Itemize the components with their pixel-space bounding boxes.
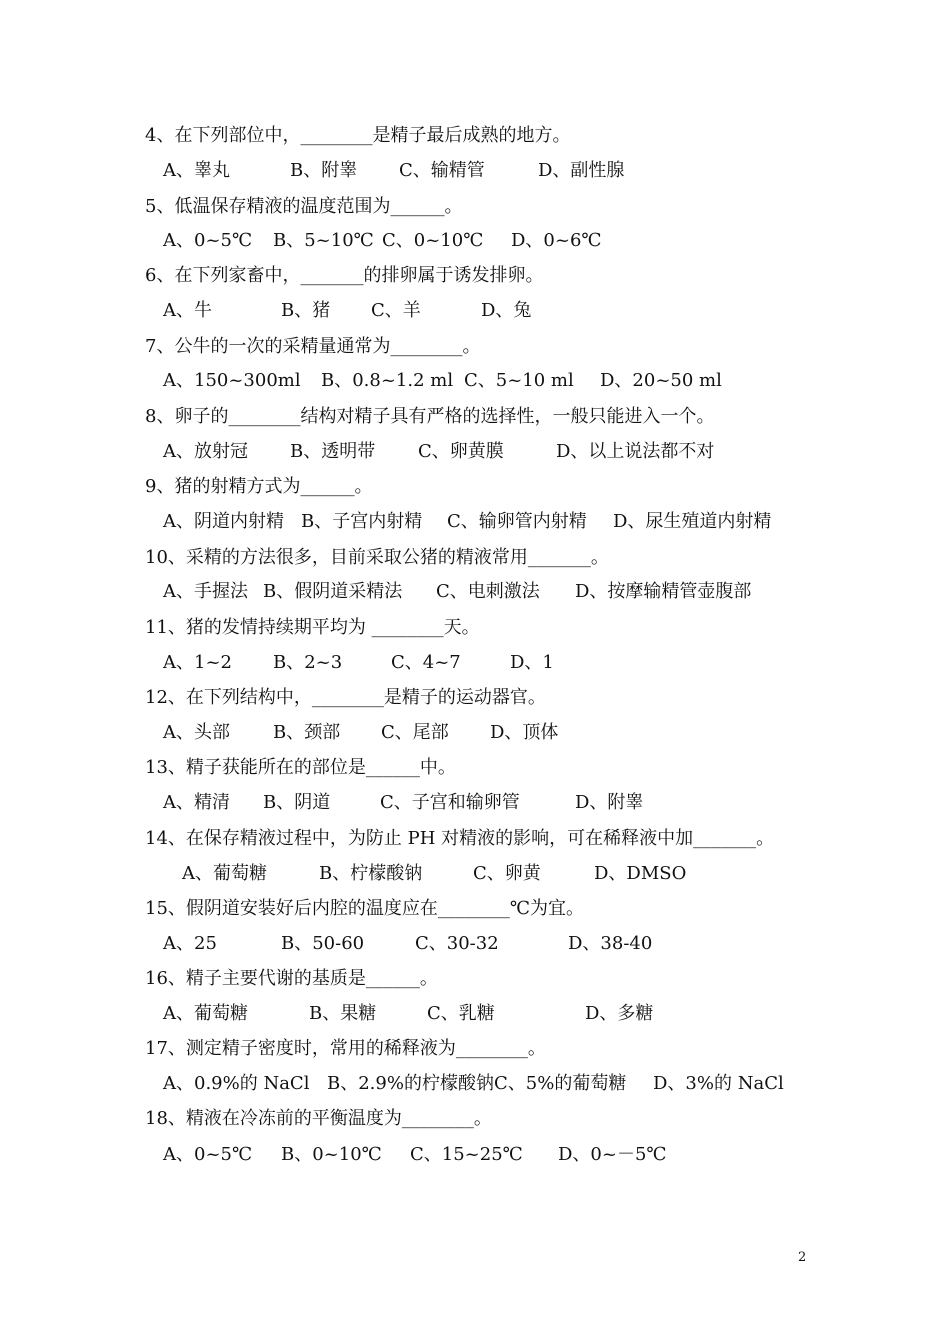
question-text: 。 xyxy=(462,336,481,357)
answer-blank: ________ xyxy=(401,1108,474,1129)
option-b: B、附睾 xyxy=(290,160,358,181)
option-c: C、子宫和输卵管 xyxy=(380,792,520,813)
question-text: 。 xyxy=(473,1108,492,1129)
option-c: C、卵黄 xyxy=(473,863,541,884)
question-11 xyxy=(145,616,480,640)
option-c: C、羊 xyxy=(371,300,421,321)
question-16 xyxy=(145,967,438,991)
option-d: D、尿生殖道内射精 xyxy=(613,511,772,532)
question-7 xyxy=(145,335,480,359)
option-a: A、睾丸 xyxy=(163,160,230,181)
answer-blank: ______ xyxy=(300,476,355,497)
option-a: A、牛 xyxy=(163,300,212,321)
option-c: C、5~10 ml xyxy=(464,370,574,391)
option-c: C、5%的葡萄糖 xyxy=(494,1073,627,1094)
option-a: A、精清 xyxy=(163,792,230,813)
question-text: 8、卵子的 xyxy=(145,406,229,427)
option-a: A、葡萄糖 xyxy=(182,863,267,884)
option-a: A、葡萄糖 xyxy=(163,1003,248,1024)
answer-blank: ________ xyxy=(455,1038,528,1059)
question-text: 16、精子主要代谢的基质是 xyxy=(145,968,366,989)
option-c: C、电刺激法 xyxy=(436,581,540,602)
question-18 xyxy=(145,1107,492,1131)
option-a: A、0.9%的 NaCl xyxy=(163,1073,310,1094)
option-d: D、兔 xyxy=(481,300,532,321)
question-6 xyxy=(145,264,543,288)
question-text: 是精子最后成熟的地方。 xyxy=(372,125,571,146)
question-text: 14、在保存精液过程中，为防止 PH 对精液的影响，可在稀释液中加 xyxy=(145,828,694,849)
option-c: C、输卵管内射精 xyxy=(447,511,587,532)
answer-blank: ________ xyxy=(311,687,384,708)
answer-blank: ________ xyxy=(437,898,510,919)
question-5 xyxy=(145,195,462,219)
question-13 xyxy=(145,756,456,780)
answer-blank: ________ xyxy=(300,125,373,146)
page-number: 2 xyxy=(798,1250,807,1265)
question-8 xyxy=(145,405,714,429)
option-b: B、子宫内射精 xyxy=(301,511,423,532)
option-a: A、150~300ml xyxy=(163,370,301,391)
option-a: A、阴道内射精 xyxy=(163,511,284,532)
question-text: 18、精液在冷冻前的平衡温度为 xyxy=(145,1108,402,1129)
option-a: A、25 xyxy=(163,933,217,954)
answer-blank: ________ xyxy=(390,336,463,357)
question-text: 。 xyxy=(756,828,775,849)
option-d: D、20~50 ml xyxy=(600,370,722,391)
question-text: 12、在下列结构中， xyxy=(145,687,312,708)
option-b: B、0.8~1.2 ml xyxy=(321,370,454,391)
option-b: B、2.9%的柠檬酸钠 xyxy=(327,1073,494,1094)
option-a: A、头部 xyxy=(163,722,230,743)
option-c: C、0~10℃ xyxy=(382,230,484,251)
question-text: 。 xyxy=(444,196,463,217)
option-b: B、假阴道采精法 xyxy=(263,581,403,602)
option-b: B、颈部 xyxy=(273,722,341,743)
option-b: B、2~3 xyxy=(273,652,343,673)
option-c: C、4~7 xyxy=(391,652,461,673)
question-text: 4、在下列部位中， xyxy=(145,125,301,146)
question-text: 的排卵属于诱发排卵。 xyxy=(363,265,544,286)
option-d: D、3%的 NaCl xyxy=(653,1073,784,1094)
question-text: ℃为宜。 xyxy=(509,898,585,919)
question-14 xyxy=(145,827,774,851)
question-15 xyxy=(145,897,584,921)
option-d: D、0~6℃ xyxy=(511,230,602,251)
question-text: 中。 xyxy=(419,757,456,778)
question-text: 6、在下列家畜中， xyxy=(145,265,301,286)
option-c: C、乳糖 xyxy=(427,1003,495,1024)
option-c: C、15~25℃ xyxy=(410,1144,523,1165)
option-d: D、0~－5℃ xyxy=(558,1144,667,1165)
option-d: D、DMSO xyxy=(594,863,687,884)
option-d: D、副性腺 xyxy=(538,160,625,181)
question-text: 10、采精的方法很多，目前采取公猪的精液常用 xyxy=(145,547,528,568)
question-text: 。 xyxy=(354,476,373,497)
question-text: 7、公牛的一次的采精量通常为 xyxy=(145,336,391,357)
question-4 xyxy=(145,124,570,148)
option-a: A、放射冠 xyxy=(163,441,248,462)
option-d: D、按摩输精管壶腹部 xyxy=(575,581,752,602)
answer-blank: ______ xyxy=(365,757,420,778)
question-text: 13、精子获能所在的部位是 xyxy=(145,757,366,778)
option-a: A、0~5℃ xyxy=(163,1144,253,1165)
option-d: D、顶体 xyxy=(490,722,559,743)
option-b: B、0~10℃ xyxy=(281,1144,382,1165)
answer-blank: _______ xyxy=(527,547,591,568)
question-17 xyxy=(145,1037,546,1061)
answer-blank: _______ xyxy=(693,828,757,849)
option-c: C、30-32 xyxy=(415,933,499,954)
answer-blank: _______ xyxy=(300,265,364,286)
question-9 xyxy=(145,475,372,499)
option-a: A、1~2 xyxy=(163,652,232,673)
question-12 xyxy=(145,686,546,710)
option-d: D、38-40 xyxy=(568,933,653,954)
option-c: C、输精管 xyxy=(399,160,485,181)
question-text: 。 xyxy=(419,968,438,989)
option-d: D、1 xyxy=(510,652,554,673)
question-text: 5、低温保存精液的温度范围为 xyxy=(145,196,391,217)
question-text: 。 xyxy=(527,1038,546,1059)
option-b: B、果糖 xyxy=(309,1003,377,1024)
question-text: 。 xyxy=(590,547,609,568)
question-text: 是精子的运动器官。 xyxy=(383,687,546,708)
answer-blank: ______ xyxy=(365,968,420,989)
question-text: 天。 xyxy=(443,617,480,638)
option-d: D、多糖 xyxy=(585,1003,654,1024)
answer-blank: ________ xyxy=(228,406,301,427)
question-text: 17、测定精子密度时，常用的稀释液为 xyxy=(145,1038,456,1059)
option-b: B、5~10℃ xyxy=(273,230,374,251)
option-b: B、猪 xyxy=(281,300,331,321)
question-text: 结构对精子具有严格的选择性，一般只能进入一个。 xyxy=(300,406,715,427)
option-c: C、卵黄膜 xyxy=(418,441,504,462)
option-b: B、透明带 xyxy=(290,441,376,462)
question-text: 15、假阴道安装好后内腔的温度应在 xyxy=(145,898,438,919)
option-a: A、0~5℃ xyxy=(163,230,253,251)
question-text: 11、猪的发情持续期平均为 xyxy=(145,617,372,638)
option-d: D、附睾 xyxy=(575,792,644,813)
option-b: B、阴道 xyxy=(263,792,331,813)
option-a: A、手握法 xyxy=(163,581,248,602)
option-d: D、以上说法都不对 xyxy=(556,441,715,462)
option-b: B、50-60 xyxy=(281,933,365,954)
option-c: C、尾部 xyxy=(381,722,449,743)
answer-blank: ______ xyxy=(390,196,445,217)
option-b: B、柠檬酸钠 xyxy=(319,863,423,884)
answer-blank: ________ xyxy=(371,617,444,638)
question-10 xyxy=(145,546,609,570)
question-text: 9、猪的射精方式为 xyxy=(145,476,301,497)
